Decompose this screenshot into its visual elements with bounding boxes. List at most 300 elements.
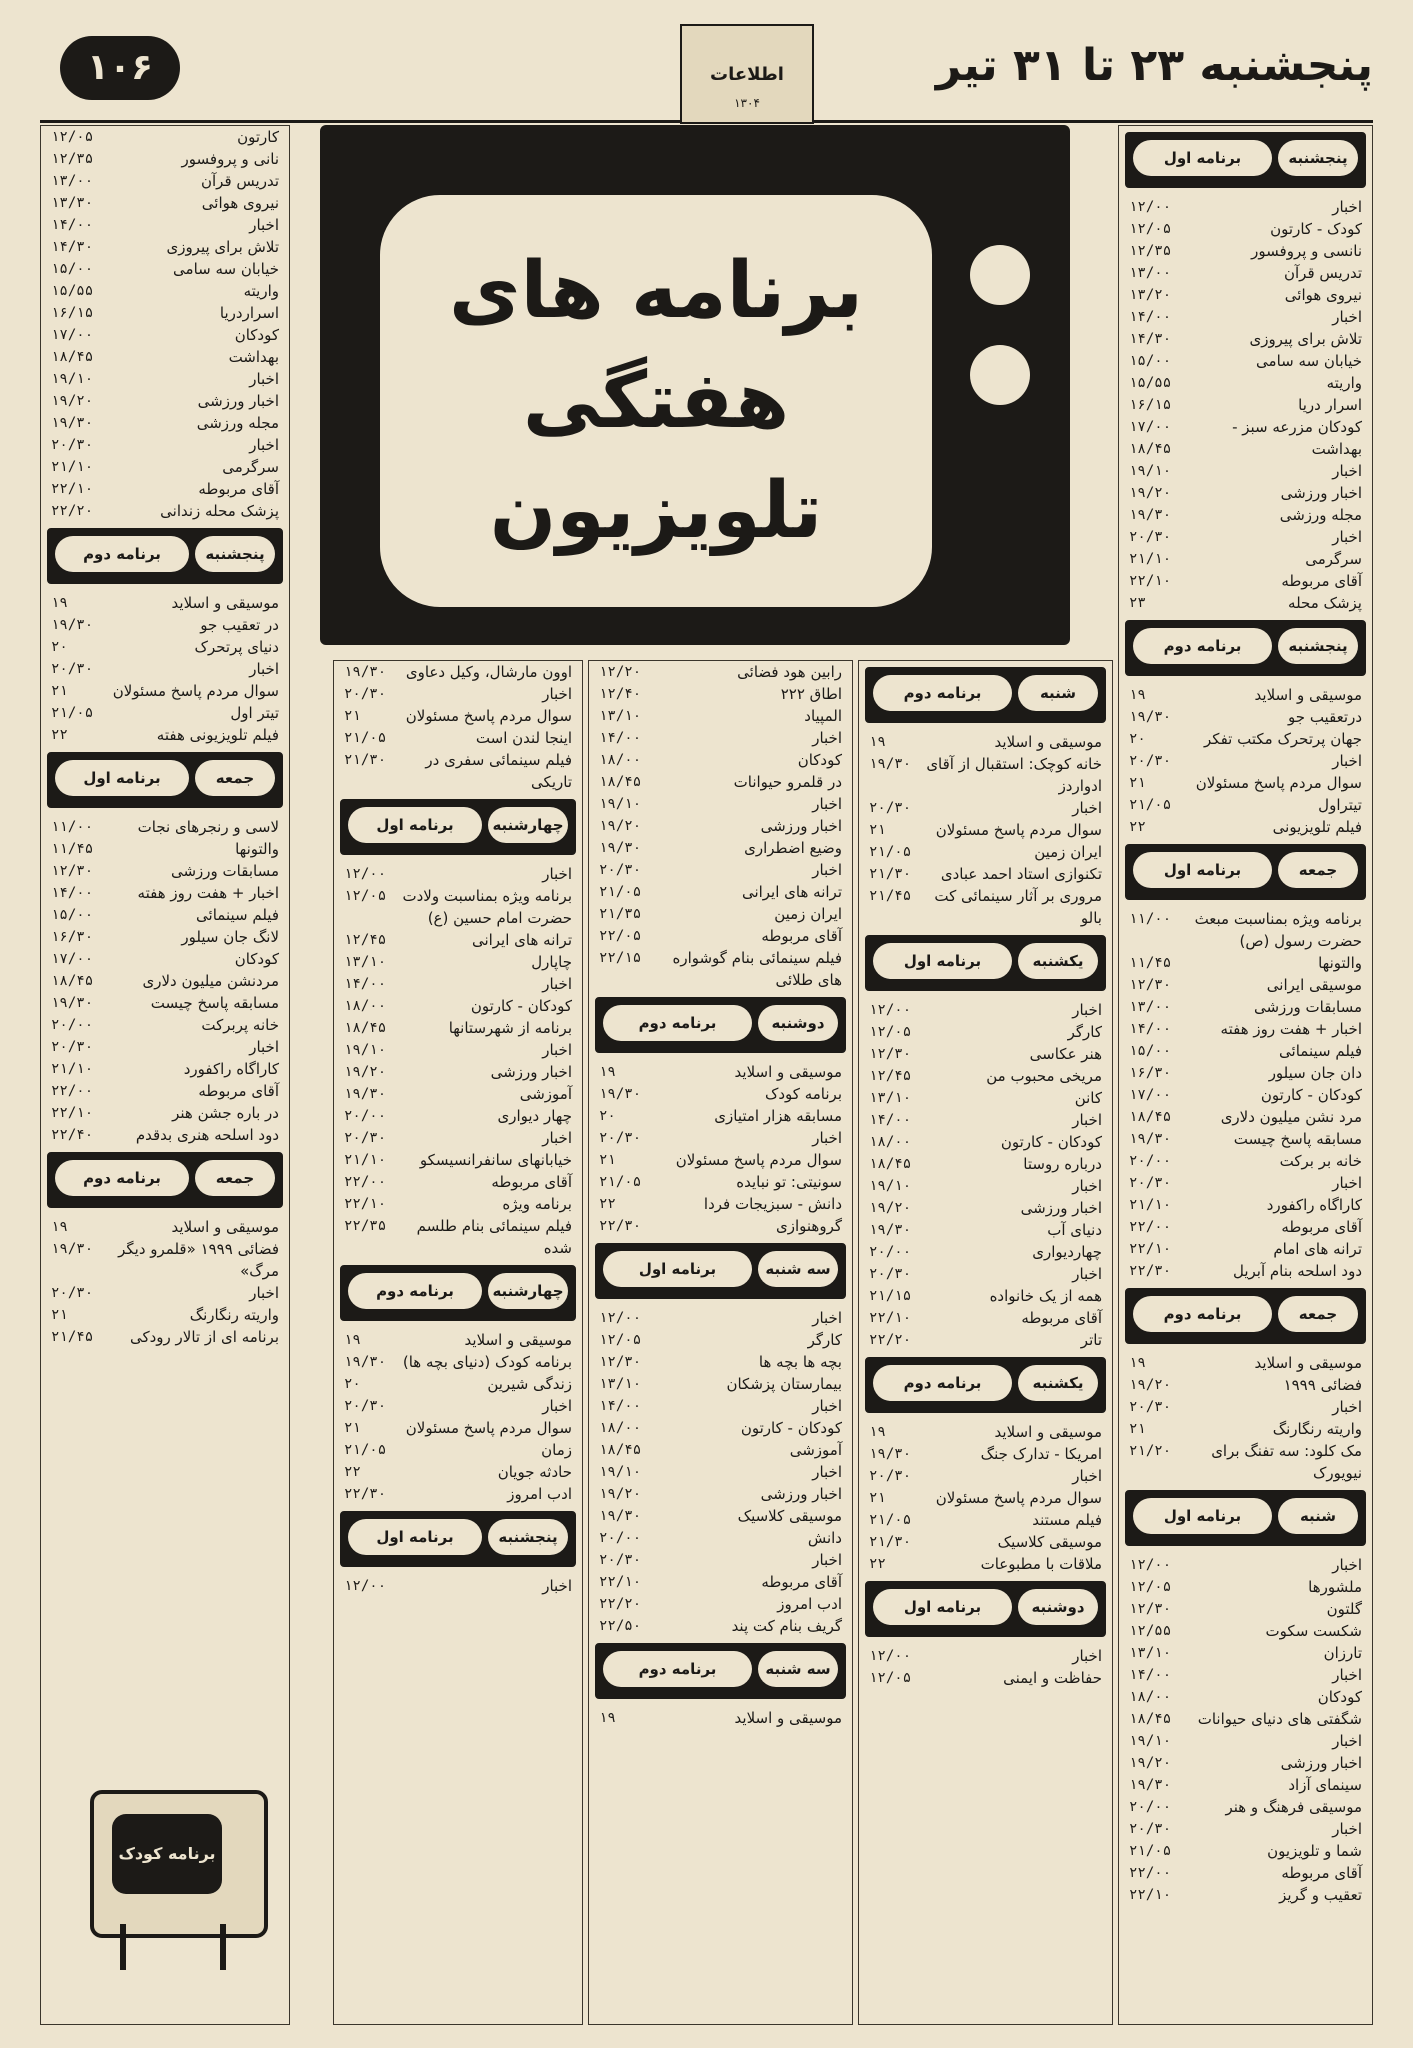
program-time: ۲۰/۳۰ — [51, 661, 94, 677]
schedule-row — [599, 1615, 842, 1637]
program-title: تاتر — [1080, 1331, 1102, 1349]
program-title: جهان پرتحرک مکتب تفکر — [1204, 730, 1362, 748]
program-time: ۱۵/۵۵ — [51, 283, 94, 299]
program-time: ۱۹/۳۰ — [344, 664, 387, 680]
schedule-row — [344, 863, 572, 885]
program-title: ملشورها — [1308, 1578, 1362, 1596]
program-title: موسیقی و اسلاید — [734, 1709, 842, 1727]
program-title: ترانه های ایرانی — [741, 883, 842, 901]
section-thursday-second-2 — [41, 528, 289, 746]
program-time: ۱۸/۰۰ — [1129, 1689, 1172, 1705]
schedule-row — [599, 727, 842, 749]
program-time: ۲۲/۱۰ — [1129, 573, 1172, 589]
schedule-row — [1129, 1708, 1362, 1730]
program-time: ۱۲/۰۵ — [869, 1024, 912, 1040]
program-title: آقای مربوطه — [761, 1573, 842, 1591]
schedule-row — [599, 1527, 842, 1549]
program-time: ۲۱/۴۵ — [869, 888, 912, 904]
program-title: فیلم سینمائی بنام گوشواره های طلائی — [672, 949, 842, 989]
program-title: تارزان — [1323, 1644, 1362, 1662]
schedule-row — [51, 592, 279, 614]
schedule-row — [1129, 1796, 1362, 1818]
program-title: آقای مربوطه — [198, 480, 279, 498]
schedule-row — [344, 705, 572, 727]
program-title: گریف بنام کت پند — [731, 1617, 842, 1635]
program-time: ۱۲/۳۰ — [599, 1354, 642, 1370]
program-time: ۲۱/۰۵ — [344, 1442, 387, 1458]
schedule-row — [1129, 328, 1362, 350]
program-title: سوال مردم پاسخ مسئولان — [405, 1419, 572, 1437]
program-label: برنامه دوم — [1133, 1296, 1272, 1332]
schedule-row — [869, 841, 1102, 863]
program-label: برنامه دوم — [55, 536, 189, 572]
tv-screen — [380, 195, 932, 607]
program-time: ۱۳/۱۰ — [869, 1090, 912, 1106]
program-title: اخبار ورزشی — [1280, 1754, 1362, 1772]
program-time: ۱۹/۲۰ — [51, 393, 94, 409]
column-mid-left — [333, 660, 583, 2025]
schedule-row — [1129, 1620, 1362, 1642]
program-time: ۱۳/۲۰ — [1129, 287, 1172, 303]
schedule-row — [344, 1039, 572, 1061]
section-header — [1125, 844, 1366, 900]
schedule-row — [1129, 1216, 1362, 1238]
program-time: ۲۰/۳۰ — [599, 1552, 642, 1568]
schedule-row — [599, 881, 842, 903]
program-time: ۲۰/۰۰ — [599, 1530, 642, 1546]
schedule-row — [599, 1549, 842, 1571]
program-time: ۲۱ — [344, 708, 361, 724]
day-label: جمعه — [195, 760, 275, 796]
program-title: آقای مربوطه — [198, 1082, 279, 1100]
program-time: ۱۹/۲۰ — [599, 1486, 642, 1502]
program-label: برنامه دوم — [55, 1160, 189, 1196]
program-time: ۱۴/۰۰ — [1129, 1021, 1172, 1037]
program-title: المپیاد — [804, 707, 842, 725]
program-title: اخبار + هفت روز هفته — [1220, 1020, 1362, 1038]
program-title: مروری بر آثار سینمائی کت بالو — [934, 887, 1102, 927]
program-title: آقای مربوطه — [491, 1173, 572, 1191]
program-time: ۲۲/۱۰ — [344, 1196, 387, 1212]
program-time: ۲۰/۳۰ — [344, 686, 387, 702]
program-title: فضائی ۱۹۹۹ — [1283, 1376, 1362, 1394]
program-title: خانه کوچک: استقبال از آقای ادواردز — [926, 755, 1102, 795]
tv-leg-icon — [220, 1924, 226, 1970]
schedule-row — [599, 1593, 842, 1615]
day-label: دوشنبه — [1018, 1589, 1098, 1625]
schedule-row — [869, 1087, 1102, 1109]
program-time: ۱۹/۳۰ — [51, 995, 94, 1011]
schedule-row — [599, 771, 842, 793]
section-header — [865, 667, 1106, 723]
program-title: اخبار — [542, 975, 572, 993]
schedule-row — [599, 1215, 842, 1237]
schedule-row — [344, 1105, 572, 1127]
schedule-row — [1129, 816, 1362, 838]
program-title: اخبار — [542, 1129, 572, 1147]
program-time: ۲۰/۳۰ — [869, 1266, 912, 1282]
program-time: ۲۱/۳۰ — [869, 866, 912, 882]
program-title: کانن — [1074, 1089, 1102, 1107]
program-title: برنامه کودک (دنیای بچه ها) — [402, 1353, 572, 1371]
program-title: نانی و پروفسور — [181, 150, 279, 168]
program-title: اخبار + هفت روز هفته — [137, 884, 279, 902]
program-time: ۲۰/۳۰ — [1129, 1175, 1172, 1191]
schedule-row — [599, 749, 842, 771]
tv-knob-icon — [970, 245, 1030, 305]
program-title: شما و تلویزیون — [1267, 1842, 1362, 1860]
program-title: پزشک محله — [1288, 594, 1362, 612]
program-title: اخبار — [249, 660, 279, 678]
program-title: ایران زمین — [1034, 843, 1102, 861]
program-time: ۲۱/۰۵ — [599, 1174, 642, 1190]
schedule-row — [1129, 684, 1362, 706]
program-title: اخبار — [1072, 1177, 1102, 1195]
program-time: ۲۱ — [599, 1152, 616, 1168]
schedule-row — [344, 1351, 572, 1373]
program-time: ۲۱ — [869, 822, 886, 838]
program-time: ۲۱/۰۵ — [869, 844, 912, 860]
program-title: تکنوازی استاد احمد عبادی — [940, 865, 1102, 883]
banner-line-2: هفتگی — [522, 356, 790, 446]
program-time: ۱۹ — [1129, 1355, 1146, 1371]
schedule-row — [1129, 1084, 1362, 1106]
program-title: نیروی هوائی — [1284, 286, 1362, 304]
program-title: فیلم سینمائی — [196, 906, 279, 924]
schedule-row — [599, 1707, 842, 1729]
schedule-row — [599, 1171, 842, 1193]
program-time: ۱۱/۰۰ — [51, 819, 94, 835]
schedule-row — [51, 1304, 279, 1326]
program-title: سینمای آزاد — [1288, 1776, 1362, 1794]
schedule-row — [344, 929, 572, 951]
program-title: اسراردریا — [219, 304, 279, 322]
program-title: سوال مردم پاسخ مسئولان — [405, 707, 572, 725]
program-time: ۲۲ — [344, 1464, 361, 1480]
page-number: ۱۰۶ — [60, 36, 180, 100]
program-title: اخبار — [812, 1129, 842, 1147]
program-time: ۲۱/۱۰ — [51, 459, 94, 475]
program-title: اخبار — [249, 1038, 279, 1056]
logo-text: اطلاعات — [710, 64, 784, 85]
section-thursday-first — [1119, 132, 1372, 614]
program-time: ۱۹/۱۰ — [1129, 1733, 1172, 1749]
program-title: اخبار — [1332, 198, 1362, 216]
program-time: ۱۲/۵۵ — [1129, 1623, 1172, 1639]
program-title: اخبار — [812, 861, 842, 879]
schedule-row — [344, 1417, 572, 1439]
schedule-row — [344, 1395, 572, 1417]
program-time: ۱۲/۳۰ — [51, 863, 94, 879]
schedule-row — [1129, 196, 1362, 218]
schedule-row — [599, 683, 842, 705]
schedule-row — [51, 926, 279, 948]
program-title: اخبار — [1332, 462, 1362, 480]
program-time: ۲۰/۳۰ — [51, 437, 94, 453]
day-label: دوشنبه — [758, 1005, 838, 1041]
program-time: ۲۱ — [51, 683, 68, 699]
program-title: ملاقات با مطبوعات — [980, 1555, 1102, 1573]
schedule-row — [344, 749, 572, 793]
schedule-row — [51, 904, 279, 926]
schedule-row — [1129, 438, 1362, 460]
program-time: ۲۱ — [344, 1420, 361, 1436]
schedule-row — [1129, 1576, 1362, 1598]
tv-knob-icon — [970, 345, 1030, 405]
day-label: چهارشنبه — [488, 1273, 568, 1309]
schedule-row — [599, 1193, 842, 1215]
program-title: سوال مردم پاسخ مسئولان — [675, 1151, 842, 1169]
section-thursday-second — [1119, 620, 1372, 838]
schedule-row — [869, 1021, 1102, 1043]
schedule-row — [1129, 240, 1362, 262]
program-title: سوال مردم پاسخ مسئولان — [112, 682, 279, 700]
schedule-row — [1129, 1598, 1362, 1620]
program-title: اطاق ۲۲۲ — [780, 685, 842, 703]
schedule-row — [599, 815, 842, 837]
program-time: ۲۲/۳۰ — [599, 1218, 642, 1234]
program-time: ۱۹/۲۰ — [599, 818, 642, 834]
program-time: ۱۲/۴۰ — [599, 686, 642, 702]
schedule-row — [869, 1509, 1102, 1531]
program-time: ۱۸/۴۵ — [51, 349, 94, 365]
program-time: ۱۹ — [599, 1710, 616, 1726]
banner-line-1: برنامه های — [449, 246, 863, 336]
schedule-row — [1129, 1554, 1362, 1576]
program-title: بهداشت — [228, 348, 279, 366]
program-time: ۲۲ — [869, 1556, 886, 1572]
program-time: ۲۱/۲۰ — [1129, 1443, 1172, 1459]
program-time: ۲۰/۳۰ — [1129, 529, 1172, 545]
program-time: ۲۱/۱۰ — [1129, 551, 1172, 567]
program-title: کودکان - کارتون — [470, 997, 572, 1015]
program-time: ۱۲/۳۰ — [1129, 1601, 1172, 1617]
program-title: دود اسلحه هنری بدقدم — [135, 1126, 279, 1144]
program-title: سرگرمی — [222, 458, 279, 476]
program-time: ۱۶/۱۵ — [1129, 397, 1172, 413]
section-header — [865, 935, 1106, 991]
program-title: والتونها — [1318, 954, 1362, 972]
program-title: کاراگاه راکفورد — [1266, 1196, 1362, 1214]
schedule-list — [589, 1307, 852, 1637]
program-time: ۱۸/۴۵ — [1129, 1109, 1172, 1125]
schedule-list — [41, 1216, 289, 1348]
schedule-row — [51, 860, 279, 882]
program-time: ۲۰/۳۰ — [51, 1285, 94, 1301]
program-time: ۲۲/۱۰ — [599, 1574, 642, 1590]
program-title: اخبار — [1332, 1666, 1362, 1684]
schedule-row — [869, 1285, 1102, 1307]
program-title: دان جان سیلور — [1268, 1064, 1362, 1082]
program-time: ۱۴/۰۰ — [1129, 1667, 1172, 1683]
schedule-list — [334, 1329, 582, 1505]
program-time: ۲۲/۱۰ — [1129, 1887, 1172, 1903]
schedule-row — [869, 1307, 1102, 1329]
program-title: اخبار — [812, 729, 842, 747]
issue-date: پنجشنبه ۲۳ تا ۳۱ تیر — [935, 40, 1373, 91]
program-time: ۲۲/۳۰ — [344, 1486, 387, 1502]
schedule-row — [1129, 504, 1362, 526]
program-time: ۱۹ — [344, 1332, 361, 1348]
column-right — [1118, 125, 1373, 2025]
schedule-row — [1129, 952, 1362, 974]
schedule-row — [1129, 262, 1362, 284]
program-title: دنیای پرتحرک — [194, 638, 279, 656]
program-time: ۱۲/۳۰ — [869, 1046, 912, 1062]
schedule-row — [869, 1241, 1102, 1263]
day-label: چهارشنبه — [488, 807, 568, 843]
schedule-row — [51, 280, 279, 302]
program-title: موسیقی ایرانی — [1266, 976, 1362, 994]
day-label: شنبه — [1018, 675, 1098, 711]
program-time: ۱۹/۳۰ — [869, 1222, 912, 1238]
schedule-row — [51, 1124, 279, 1146]
program-time: ۲۱/۰۵ — [1129, 797, 1172, 813]
program-title: آقای مربوطه — [1281, 1864, 1362, 1882]
day-label: پنجشنبه — [1278, 628, 1358, 664]
schedule-row — [51, 1014, 279, 1036]
program-title: موسیقی فرهنگ و هنر — [1225, 1798, 1362, 1816]
schedule-row — [599, 1373, 842, 1395]
schedule-list — [41, 592, 289, 746]
schedule-row — [869, 1421, 1102, 1443]
program-time: ۱۳/۱۰ — [344, 954, 387, 970]
program-title: مک کلود: سه تفنگ برای نیویورک — [1211, 1442, 1362, 1482]
program-title: کودکان - کارتون — [740, 1419, 842, 1437]
program-time: ۱۱/۴۵ — [1129, 955, 1172, 971]
program-title: دانش - سبزیجات فردا — [703, 1195, 842, 1213]
schedule-row — [51, 346, 279, 368]
schedule-row — [1129, 996, 1362, 1018]
schedule-row — [1129, 1352, 1362, 1374]
schedule-row — [869, 731, 1102, 753]
schedule-row — [51, 324, 279, 346]
program-time: ۱۷/۰۰ — [1129, 1087, 1172, 1103]
schedule-list — [859, 1421, 1112, 1575]
program-title: ادب امروز — [777, 1595, 842, 1613]
program-label: برنامه اول — [348, 1519, 482, 1555]
program-time: ۱۳/۰۰ — [1129, 999, 1172, 1015]
schedule-row — [51, 456, 279, 478]
program-title: موسیقی و اسلاید — [464, 1331, 572, 1349]
section-header — [865, 1581, 1106, 1637]
program-title: کارگر — [1067, 1023, 1102, 1041]
program-title: اخبار — [1072, 1265, 1102, 1283]
schedule-list — [589, 1061, 852, 1237]
program-time: ۱۹ — [51, 595, 68, 611]
program-time: ۲۲/۳۵ — [344, 1218, 387, 1234]
program-time: ۱۹/۳۰ — [344, 1354, 387, 1370]
program-title: مسابقات ورزشی — [1253, 998, 1362, 1016]
program-title: موسیقی و اسلاید — [1254, 686, 1362, 704]
schedule-row — [1129, 1642, 1362, 1664]
program-time: ۱۸/۰۰ — [344, 998, 387, 1014]
program-title: اخبار — [812, 1463, 842, 1481]
schedule-row — [599, 705, 842, 727]
schedule-row — [1129, 1774, 1362, 1796]
program-title: موسیقی و اسلاید — [994, 1423, 1102, 1441]
program-title: فیلم سینمائی سفری در تاریکی — [425, 751, 572, 791]
schedule-row — [344, 1017, 572, 1039]
schedule-row — [599, 1083, 842, 1105]
program-label: برنامه اول — [873, 1589, 1012, 1625]
program-time: ۲۱/۱۰ — [1129, 1197, 1172, 1213]
schedule-row — [1129, 416, 1362, 438]
program-title: کودکان — [1317, 1688, 1362, 1706]
program-time: ۲۰/۳۰ — [344, 1130, 387, 1146]
program-title: تیتراول — [1318, 796, 1362, 814]
program-title: اخبار — [1072, 1111, 1102, 1129]
schedule-row — [1129, 1440, 1362, 1484]
schedule-row — [51, 1102, 279, 1124]
program-title: وضیع اضطراری — [744, 839, 842, 857]
program-time: ۲۱/۳۵ — [599, 906, 642, 922]
program-time: ۱۹/۳۰ — [344, 1086, 387, 1102]
section-friday-second — [1119, 1288, 1372, 1484]
program-title: حفاظت و ایمنی — [1003, 1669, 1102, 1687]
section-wednesday-first — [334, 799, 582, 1259]
section-sunday-second — [859, 1357, 1112, 1575]
schedule-row — [1129, 974, 1362, 996]
program-title: نیروی هوائی — [201, 194, 279, 212]
program-time: ۱۳/۰۰ — [1129, 265, 1172, 281]
schedule-row — [344, 1461, 572, 1483]
program-time: ۱۹ — [51, 1219, 68, 1235]
program-title: اخبار — [812, 1309, 842, 1327]
program-time: ۲۲ — [51, 727, 68, 743]
program-title: آقای مربوطه — [1281, 1218, 1362, 1236]
program-time: ۲۱/۳۰ — [869, 1534, 912, 1550]
program-title: خانه بر برکت — [1279, 1152, 1362, 1170]
section-monday-first — [859, 1581, 1112, 1689]
schedule-list — [859, 731, 1112, 929]
program-label: برنامه اول — [1133, 852, 1272, 888]
schedule-row — [1129, 1840, 1362, 1862]
program-title: مرد نشن میلیون دلاری — [1220, 1108, 1362, 1126]
program-time: ۱۴/۰۰ — [869, 1112, 912, 1128]
program-time: ۱۲/۳۵ — [51, 151, 94, 167]
program-time: ۱۹/۳۰ — [599, 1086, 642, 1102]
program-time: ۱۸/۴۵ — [599, 774, 642, 790]
section-header — [595, 997, 846, 1053]
schedule-row — [51, 500, 279, 522]
schedule-row — [1129, 1260, 1362, 1282]
schedule-row — [869, 1131, 1102, 1153]
small-tv-label: برنامه کودک — [112, 1814, 222, 1894]
program-title: گروهنوازی — [776, 1217, 842, 1235]
schedule-row — [344, 1127, 572, 1149]
section-saturday-second — [859, 667, 1112, 929]
program-label: برنامه دوم — [1133, 628, 1272, 664]
schedule-row — [51, 838, 279, 860]
section-tuesday-first — [589, 1243, 852, 1637]
program-title: کودک - کارتون — [1270, 220, 1362, 238]
schedule-row — [1129, 728, 1362, 750]
schedule-row — [599, 793, 842, 815]
masthead — [40, 18, 1373, 123]
program-time: ۲۰ — [599, 1108, 616, 1124]
schedule-row — [1129, 570, 1362, 592]
program-time: ۲۱ — [1129, 1421, 1146, 1437]
program-time: ۱۴/۰۰ — [599, 730, 642, 746]
section-left-top — [41, 126, 289, 522]
program-title: اخبار — [1072, 1467, 1102, 1485]
schedule-row — [51, 478, 279, 500]
program-time: ۱۹/۳۰ — [1129, 1131, 1172, 1147]
schedule-row — [51, 1326, 279, 1348]
program-title: در باره جشن هنر — [172, 1104, 279, 1122]
program-title: ایران زمین — [774, 905, 842, 923]
